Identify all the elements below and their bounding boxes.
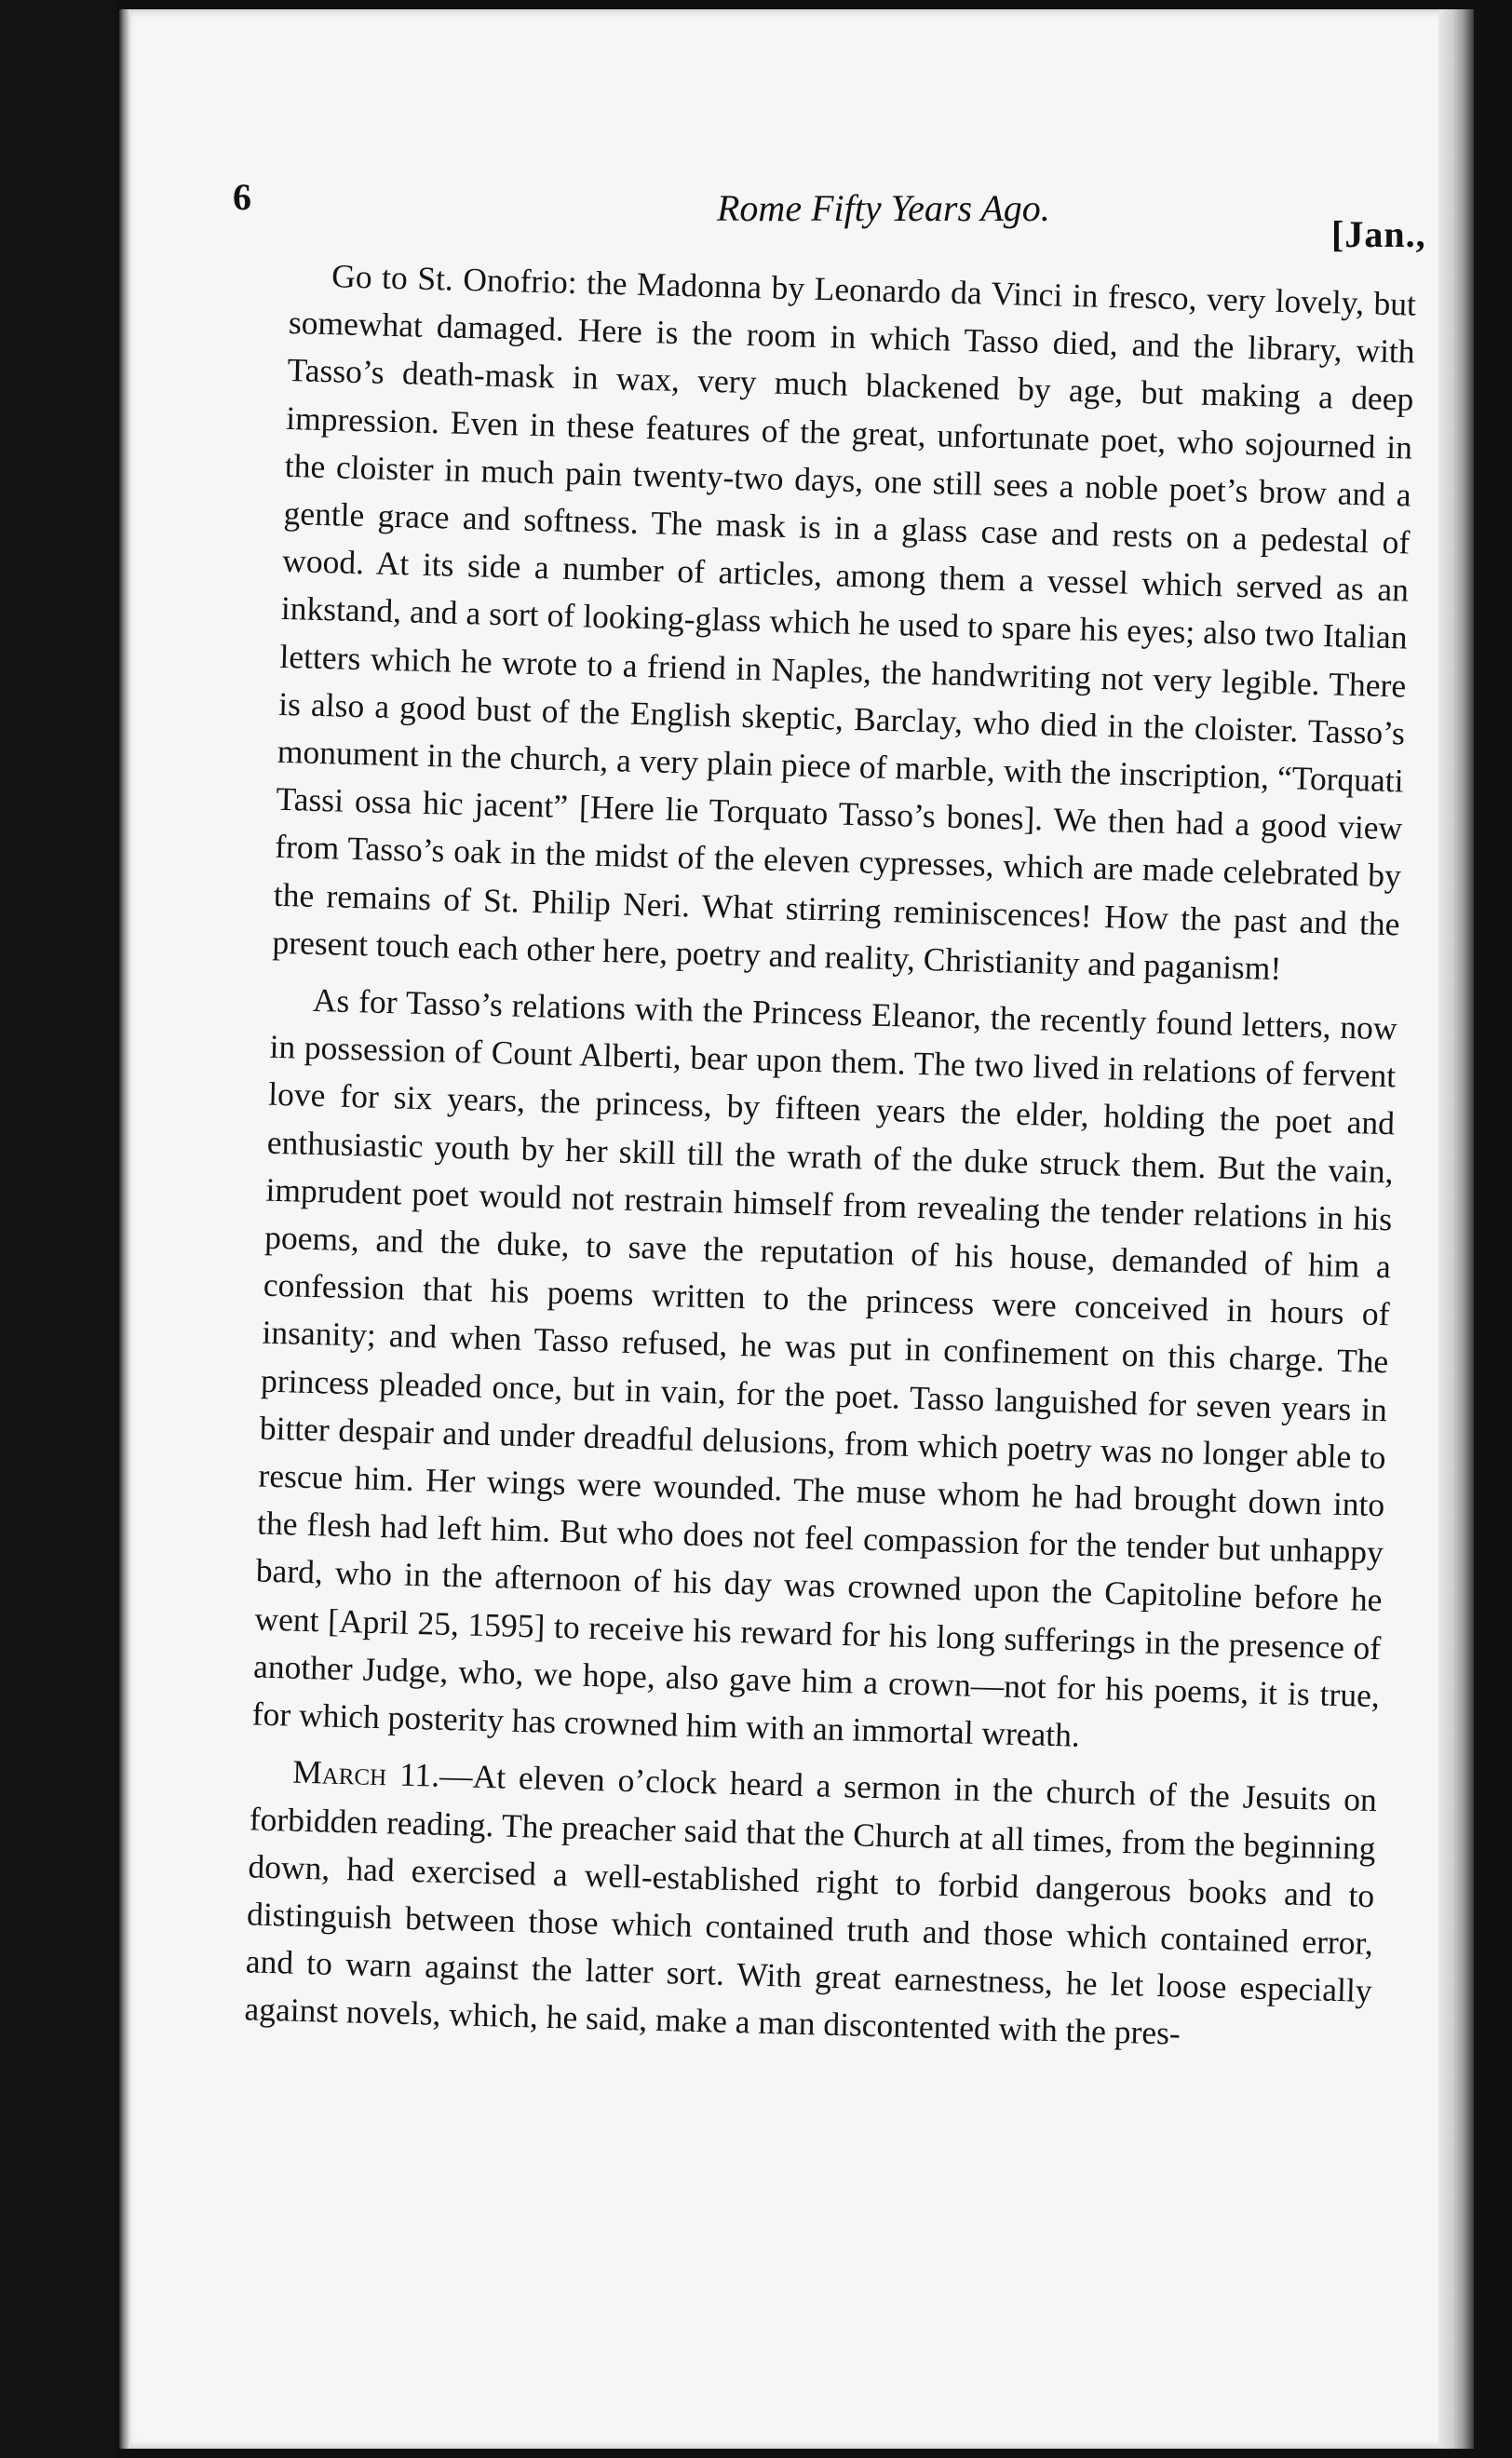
page-gutter-shadow <box>119 9 130 2449</box>
entry-text: —At eleven o’clock heard a sermon in the church of the Jesuits on forbidden reading. The preacher said that the Church at all times, from the beginning down, had exercised a well-established right to forbid dangerous books and to distinguish between those which contained truth and those which contained error, and to warn against the latter sort. With great earnestness, he let loose especially against novels, which, he said, make a man discontented with the pres- <box>244 1757 1378 2052</box>
scan-background-left <box>0 0 116 2458</box>
paragraph-tasso-eleanor: As for Tasso’s relations with the Princess Eleanor, the recently found letters, now in possession of Count Alberti, bear upon them. The two lived in relations of fervent love for six years, the princess, by fifteen years the elder, holding the poet and enthusiastic youth by her skill till the wrath of the duke struck them. But the vain, imprudent poet would not restrain himself from revealing the tender relations in his poems, and the duke, to save the reputation of his house, demanded of him a confession that his poems written to the princess were conceived in hours of insanity; and when Tasso refused, he was put in confinement on this charge. The princess pleaded once, but in vain, for the poet. Tasso languished for seven years in bitter despair and under dreadful delusions, from which poetry was no longer able to rescue him. Her wings were wounded. The muse whom he had brought down into the flesh had left him. But who does not feel compassion for the tender but unhappy bard, who in the afternoon of his day was crowned upon the Capitoline before he went [April 25, 1595] to receive his reward for his long sufferings in the presence of another Judge, who, we hope, also gave him a crown—not for his poems, it is true, for which posterity has crowned him with an immortal wreath. <box>251 980 1398 1754</box>
page-number: 6 <box>233 176 251 218</box>
page-edge-shadow <box>1438 9 1474 2449</box>
body-text <box>244 251 1417 2073</box>
paragraph-onofrio: Go to St. Onofrio: the Madonna by Leonardo da Vinci in fresco, very lovely, but somewhat damaged. Here is the room in which Tasso died, and the library, with Tasso’s death-mask in wax, very much blackened by age, but making a deep impression. Even in these features of the great, unfortunate poet, who sojourned in the cloister in much pain twenty-two days, one still sees a noble poet’s brow and a gentle grace and softness. The mask is in a glass case and rests on a pedestal of wood. At its side a number of articles, among them a vessel which served as an inkstand, and a sort of looking-glass which he used to spare his eyes; also two Italian letters which he wrote to a friend in Naples, the handwriting not very legible. There is also a good bust of the English skeptic, Barclay, who died in the cloister. Tasso’s monument in the church, a very plain piece of marble, with the inscription, “Torquati Tassi ossa hic jacent” [Here lie Torquato Tasso’s bones]. We then had a good view from Tasso’s oak in the midst of the eleven cypresses, which are made celebrated by the remains of St. Philip Neri. What stirring reminiscences! How the past and the present touch each other here, poetry and reality, Christianity and paganism! <box>272 257 1417 987</box>
running-head <box>233 168 1443 255</box>
running-title: Rome Fifty Years Ago. <box>717 187 1050 229</box>
diary-entry-march-11 <box>244 1748 1378 2063</box>
entry-date: March 11. <box>291 1752 440 1795</box>
running-month: [Jan., <box>1331 213 1426 255</box>
